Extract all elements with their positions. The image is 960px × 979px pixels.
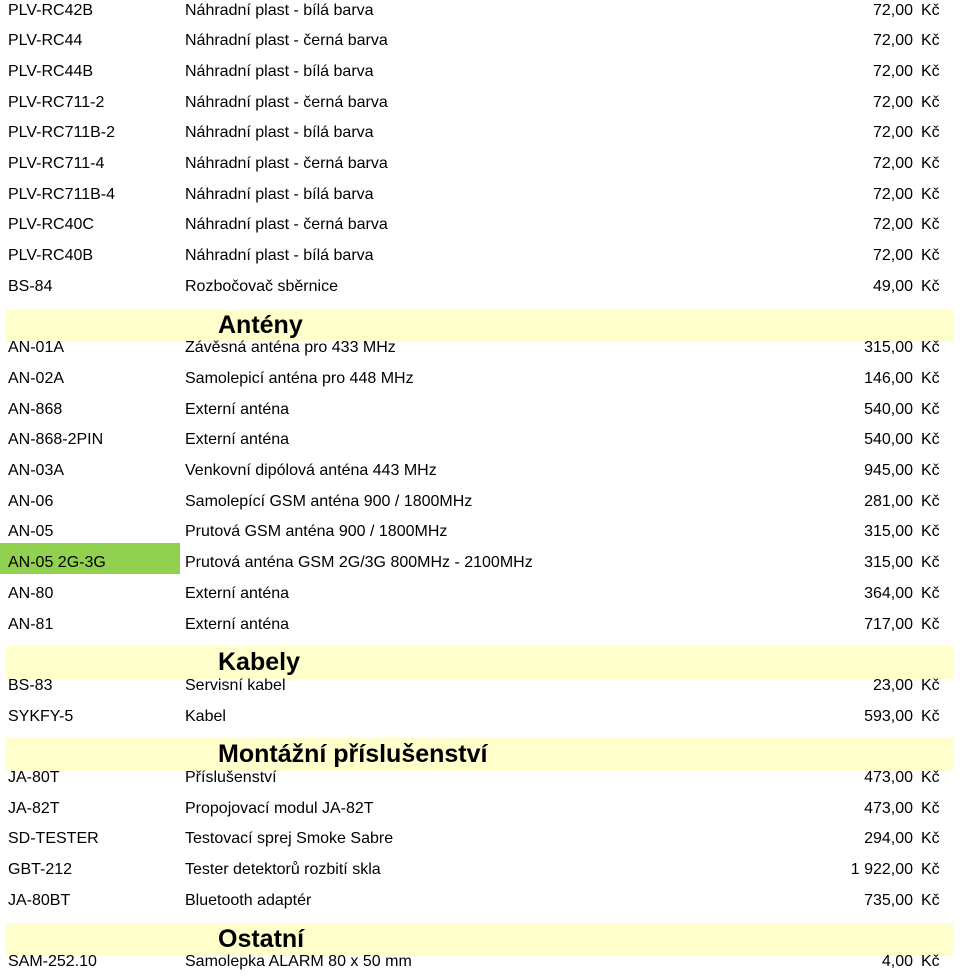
product-price: 735,00: [864, 891, 913, 909]
table-row: [0, 850, 960, 881]
table-row: [0, 420, 960, 451]
table-row: [0, 574, 960, 605]
table-row: [0, 205, 960, 236]
currency-label: Kč: [921, 584, 940, 602]
table-row: [0, 267, 960, 298]
product-price: 540,00: [864, 400, 913, 418]
table-row: [0, 144, 960, 175]
table-row: [0, 451, 960, 482]
table-row: [0, 175, 960, 206]
product-price: 146,00: [864, 369, 913, 387]
product-code: AN-01A: [8, 339, 65, 357]
table-row: [0, 819, 960, 850]
currency-label: Kč: [921, 1, 940, 19]
product-name: Náhradní plast - černá barva: [185, 93, 388, 111]
product-name: Tester detektorů rozbití skla: [185, 861, 381, 879]
product-price: 315,00: [864, 523, 913, 541]
product-code: BS-84: [8, 277, 53, 295]
table-row: [0, 942, 960, 973]
table-row: [0, 113, 960, 144]
product-code: SAM-252.10: [8, 953, 97, 971]
product-name: Propojovací modul JA-82T: [185, 799, 374, 817]
product-name: Příslušenství: [185, 769, 277, 786]
product-price: 294,00: [864, 830, 913, 848]
product-price: 72,00: [872, 93, 913, 111]
product-price: 72,00: [872, 216, 913, 234]
table-row: [0, 605, 960, 636]
product-price: 540,00: [864, 431, 913, 449]
product-code: PLV-RC40B: [8, 247, 94, 265]
product-name: Venkovní dipólová anténa 443 MHz: [185, 462, 437, 479]
section-title: Montážní příslušenství: [218, 740, 488, 769]
product-name: Testovací sprej Smoke Sabre: [185, 830, 394, 848]
product-code: AN-868: [8, 400, 63, 418]
product-name: Samolepicí anténa pro 448 MHz: [185, 369, 414, 387]
product-name: Samolepící GSM anténa 900 / 1800MHz: [185, 492, 473, 510]
currency-label: Kč: [921, 891, 940, 909]
table-row: [0, 390, 960, 421]
currency-label: Kč: [921, 554, 940, 572]
product-name: Externí anténa: [185, 615, 290, 633]
currency-label: Kč: [921, 615, 940, 633]
product-price: 72,00: [872, 1, 913, 19]
product-price: 473,00: [864, 799, 913, 817]
product-name: Externí anténa: [185, 584, 290, 602]
product-name: Servisní kabel: [185, 676, 286, 694]
product-code: AN-80: [8, 584, 54, 602]
product-code: AN-06: [8, 492, 54, 510]
currency-label: Kč: [921, 523, 940, 541]
table-row: [0, 359, 960, 390]
table-row: [0, 543, 960, 574]
product-name: Závěsná anténa pro 433 MHz: [185, 339, 396, 357]
currency-label: Kč: [921, 799, 940, 817]
product-code: SD-TESTER: [8, 830, 99, 848]
product-name: Náhradní plast - bílá barva: [185, 247, 374, 265]
product-code: AN-81: [8, 615, 54, 633]
product-price: 72,00: [872, 32, 913, 50]
currency-label: Kč: [921, 247, 940, 265]
product-name: Samolepka ALARM 80 x 50 mm: [185, 953, 412, 971]
table-row: [0, 881, 960, 912]
product-code: PLV-RC711-4: [8, 155, 105, 172]
currency-label: Kč: [921, 462, 940, 479]
product-price: 945,00: [864, 462, 913, 479]
product-price: 72,00: [872, 124, 913, 142]
product-code: GBT-212: [8, 861, 73, 879]
product-price: 473,00: [864, 769, 913, 786]
product-price: 72,00: [872, 247, 913, 265]
product-price: 72,00: [872, 62, 913, 80]
product-code: BS-83: [8, 676, 53, 694]
product-name: Náhradní plast - černá barva: [185, 216, 388, 234]
currency-label: Kč: [921, 830, 940, 848]
product-price: 72,00: [872, 155, 913, 172]
product-price: 1 922,00: [850, 861, 913, 879]
currency-label: Kč: [921, 93, 940, 111]
table-row: [0, 666, 960, 697]
product-name: Náhradní plast - bílá barva: [185, 62, 374, 80]
product-code: JA-80BT: [8, 891, 71, 909]
table-row: [0, 83, 960, 114]
currency-label: Kč: [921, 707, 940, 725]
currency-label: Kč: [921, 62, 940, 80]
product-name: Externí anténa: [185, 431, 290, 449]
currency-label: Kč: [921, 400, 940, 418]
product-code: JA-80T: [8, 769, 60, 786]
table-row: [0, 512, 960, 543]
product-price: 49,00: [872, 277, 913, 295]
product-name: Náhradní plast - černá barva: [185, 155, 388, 172]
product-name: Náhradní plast - bílá barva: [185, 124, 374, 142]
product-price: 593,00: [864, 707, 913, 725]
currency-label: Kč: [921, 32, 940, 50]
product-code: AN-05 2G-3G: [0, 543, 180, 574]
product-name: Prutová anténa GSM 2G/3G 800MHz - 2100MHz: [185, 554, 533, 572]
currency-label: Kč: [921, 861, 940, 879]
product-name: Rozbočovač sběrnice: [185, 277, 338, 295]
product-name: Prutová GSM anténa 900 / 1800MHz: [185, 523, 448, 541]
product-price: 72,00: [872, 185, 913, 203]
table-row: [0, 0, 960, 22]
currency-label: Kč: [921, 676, 940, 694]
product-name: Náhradní plast - bílá barva: [185, 185, 374, 203]
product-price: 281,00: [864, 492, 913, 510]
product-name: Externí anténa: [185, 400, 290, 418]
table-row: [0, 52, 960, 83]
product-price: 4,00: [881, 953, 913, 971]
product-name: Bluetooth adaptér: [185, 891, 312, 909]
currency-label: Kč: [921, 953, 940, 971]
table-row: [0, 758, 960, 789]
table-row: [0, 328, 960, 359]
section-title: Ostatní: [218, 924, 305, 953]
product-code: SYKFY-5: [8, 707, 74, 725]
product-price: 364,00: [864, 584, 913, 602]
product-code: AN-868-2PIN: [8, 431, 104, 449]
currency-label: Kč: [921, 216, 940, 234]
currency-label: Kč: [921, 185, 940, 203]
product-code: AN-03A: [8, 462, 65, 479]
product-code: PLV-RC44: [8, 32, 83, 50]
product-code: PLV-RC40C: [8, 216, 94, 234]
currency-label: Kč: [921, 431, 940, 449]
section-title: Kabely: [218, 648, 300, 677]
product-price: 23,00: [872, 676, 913, 694]
table-row: [0, 236, 960, 267]
table-row: [0, 789, 960, 820]
product-price: 315,00: [864, 554, 913, 572]
product-price: 717,00: [864, 615, 913, 633]
product-name: Náhradní plast - černá barva: [185, 32, 388, 50]
product-code: PLV-RC711-2: [8, 93, 105, 111]
product-code: PLV-RC42B: [8, 1, 94, 19]
product-name: Náhradní plast - bílá barva: [185, 1, 374, 19]
product-code: AN-02A: [8, 369, 65, 387]
product-code: PLV-RC44B: [8, 62, 94, 80]
section-title: Antény: [218, 310, 303, 339]
table-row: [0, 21, 960, 52]
product-name: Kabel: [185, 707, 226, 725]
currency-label: Kč: [921, 492, 940, 510]
table-row: [0, 482, 960, 513]
currency-label: Kč: [921, 769, 940, 786]
currency-label: Kč: [921, 124, 940, 142]
currency-label: Kč: [921, 339, 940, 357]
currency-label: Kč: [921, 369, 940, 387]
product-code: PLV-RC711B-4: [8, 185, 116, 203]
product-code: PLV-RC711B-2: [8, 124, 116, 142]
currency-label: Kč: [921, 277, 940, 295]
table-row: [0, 697, 960, 728]
product-code: JA-82T: [8, 799, 60, 817]
product-price: 315,00: [864, 339, 913, 357]
currency-label: Kč: [921, 155, 940, 172]
product-code: AN-05: [8, 523, 54, 541]
